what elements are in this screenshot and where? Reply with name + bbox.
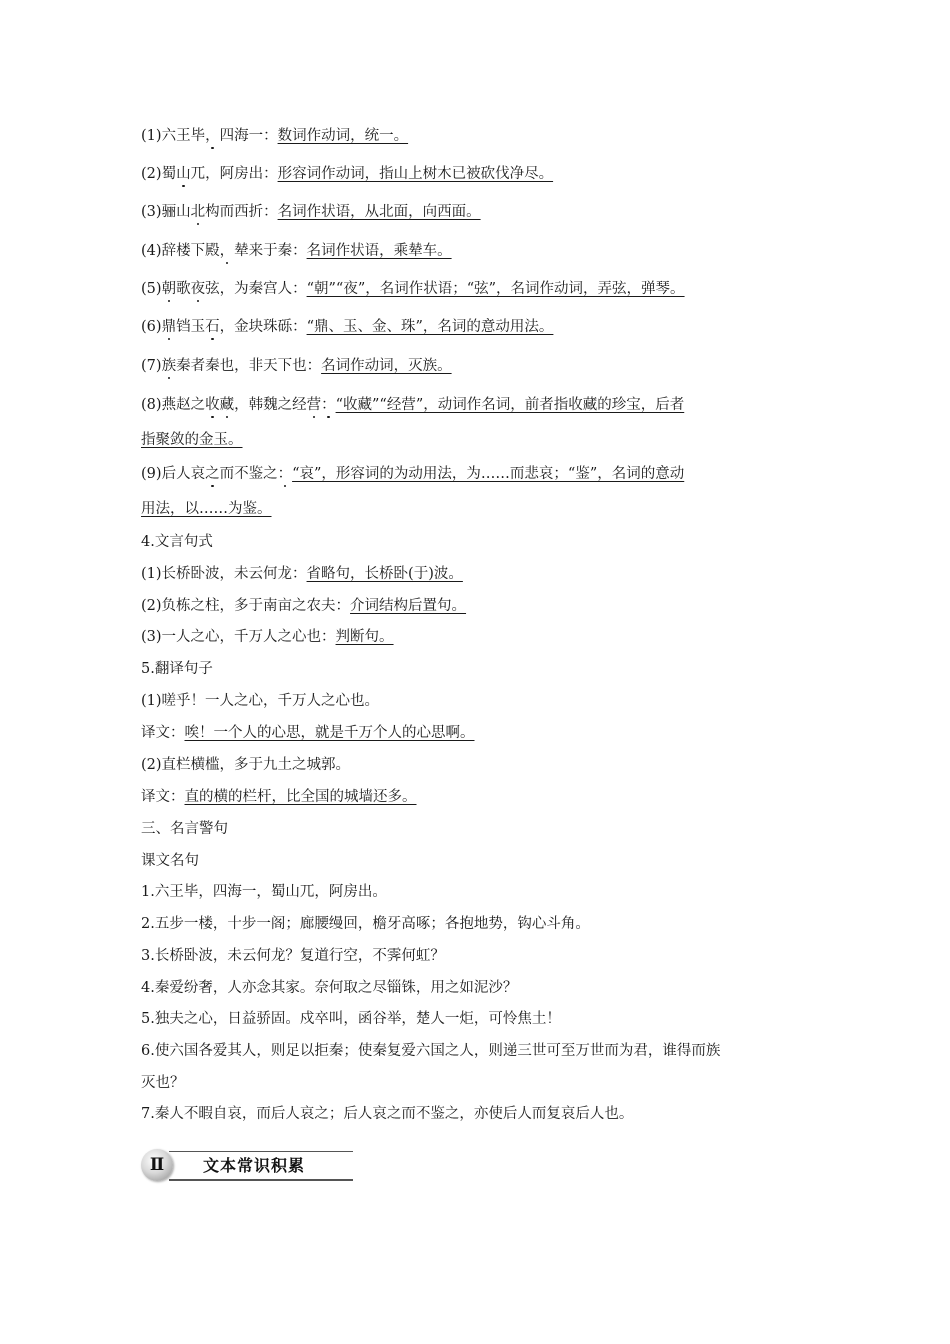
item-9-answer-line2: 用法，以……为鉴。: [141, 501, 272, 517]
item-7-answer: 名词作动词，灭族。: [321, 358, 452, 374]
famous-quotes-subheading: 课文名句: [141, 853, 199, 869]
item-5-answer: “朝”“夜”，名词作状语；“弦”，名词作动词，弄弦，弹琴。: [306, 281, 685, 297]
quote-6-continuation: 灭也？: [141, 1075, 185, 1091]
syntax-item-1: [141, 564, 463, 584]
section-3-heading: 三、名言警句: [141, 821, 228, 837]
translation-2-label: 译文：: [141, 789, 185, 805]
translation-1: [141, 723, 475, 743]
quote-4: 4.秦爱纷奢，人亦念其家。奈何取之尽锱铢，用之如泥沙？: [141, 980, 518, 996]
item-6-question: (6)鼎铛玉石，金块珠砾：: [141, 319, 307, 335]
item-3-answer: 名词作状语，从北面，向西面。: [277, 204, 481, 220]
translation-2: [141, 787, 417, 807]
banner-title: 文本常识积累: [203, 1156, 306, 1175]
section-banner: [141, 1149, 353, 1183]
item-8: [141, 395, 684, 415]
translate-sentence-1: (1)嗟乎！一人之心，千万人之心也。: [141, 693, 380, 709]
section-5-heading: 5.翻译句子: [141, 661, 213, 677]
item-8-question: (8)燕赵之收藏，韩魏之经营：: [141, 397, 336, 413]
quote-5: 5.独夫之心，日益骄固。戍卒叫，函谷举，楚人一炬，可怜焦土！: [141, 1011, 561, 1027]
quote-3: 3.长桥卧波，未云何龙？复道行空，不霁何虹？: [141, 948, 445, 964]
item-7-question: (7)族秦者秦也，非天下也：: [141, 358, 322, 374]
item-9-question: (9)后人哀之而不鉴之：: [141, 466, 293, 482]
item-3-question: (3)骊山北构而西折：: [141, 204, 278, 220]
section-4-heading: 4.文言句式: [141, 534, 213, 550]
item-8-continuation: [141, 430, 243, 450]
item-1-answer: 数词作动词，统一。: [277, 128, 409, 144]
item-2: [141, 164, 553, 184]
syntax-item-2-question: (2)负栋之柱，多于南亩之农夫：: [141, 598, 351, 614]
quote-1: 1.六王毕，四海一，蜀山兀，阿房出。: [141, 884, 387, 900]
item-2-answer: 形容词作动词，指山上树木已被砍伐净尽。: [277, 166, 554, 182]
item-9-answer: “哀”，形容词的为动用法，为……而悲哀；“鉴”，名词的意动: [292, 466, 685, 482]
item-7: [141, 356, 452, 376]
item-5: [141, 279, 685, 299]
banner-rule-bottom: [169, 1179, 353, 1181]
item-1-question: (1)六王毕，四海一：: [141, 128, 278, 144]
syntax-item-3-question: (3)一人之心，千万人之心也：: [141, 629, 336, 645]
banner-rule-top: [169, 1151, 353, 1152]
item-6: [141, 317, 553, 337]
quote-7: 7.秦人不暇自哀，而后人哀之；后人哀之而不鉴之，亦使后人而复哀后人也。: [141, 1106, 634, 1122]
item-8-answer-line2: 指聚敛的金玉。: [141, 432, 243, 448]
translation-1-answer: 唉！一个人的心思，就是千万个人的心思啊。: [184, 725, 475, 741]
item-4-question: (4)辞楼下殿，辇来于秦：: [141, 243, 307, 259]
translate-sentence-2: (2)直栏横槛，多于九土之城郭。: [141, 757, 351, 773]
item-8-answer: “收藏”“经营”，动词作名词，前者指收藏的珍宝，后者: [335, 397, 685, 413]
translation-1-label: 译文：: [141, 725, 185, 741]
item-6-answer: “鼎、玉、金、珠”，名词的意动用法。: [306, 319, 554, 335]
syntax-item-2: [141, 596, 466, 616]
item-9-continuation: [141, 499, 272, 519]
quote-2: 2.五步一楼，十步一阁；廊腰缦回，檐牙高啄；各抱地势，钩心斗角。: [141, 916, 590, 932]
item-4: [141, 241, 452, 261]
item-5-question: (5)朝歌夜弦，为秦宫人：: [141, 281, 307, 297]
item-1: [141, 126, 408, 146]
item-9: [141, 464, 684, 484]
item-4-answer: 名词作状语，乘辇车。: [306, 243, 452, 259]
syntax-item-3: [141, 627, 394, 647]
syntax-item-1-question: (1)长桥卧波，未云何龙：: [141, 566, 307, 582]
syntax-item-2-answer: 介词结构后置句。: [350, 598, 467, 614]
banner-numeral-badge: Ⅱ: [141, 1149, 173, 1181]
item-3: [141, 202, 481, 222]
syntax-item-1-answer: 省略句，长桥卧(于)波。: [306, 566, 463, 582]
quote-6: 6.使六国各爱其人，则足以拒秦；使秦复爱六国之人，则递三世可至万世而为君，谁得而族: [141, 1043, 721, 1059]
syntax-item-3-answer: 判断句。: [335, 629, 394, 645]
translation-2-answer: 直的横的栏杆，比全国的城墙还多。: [184, 789, 417, 805]
item-2-question: (2)蜀山兀，阿房出：: [141, 166, 278, 182]
